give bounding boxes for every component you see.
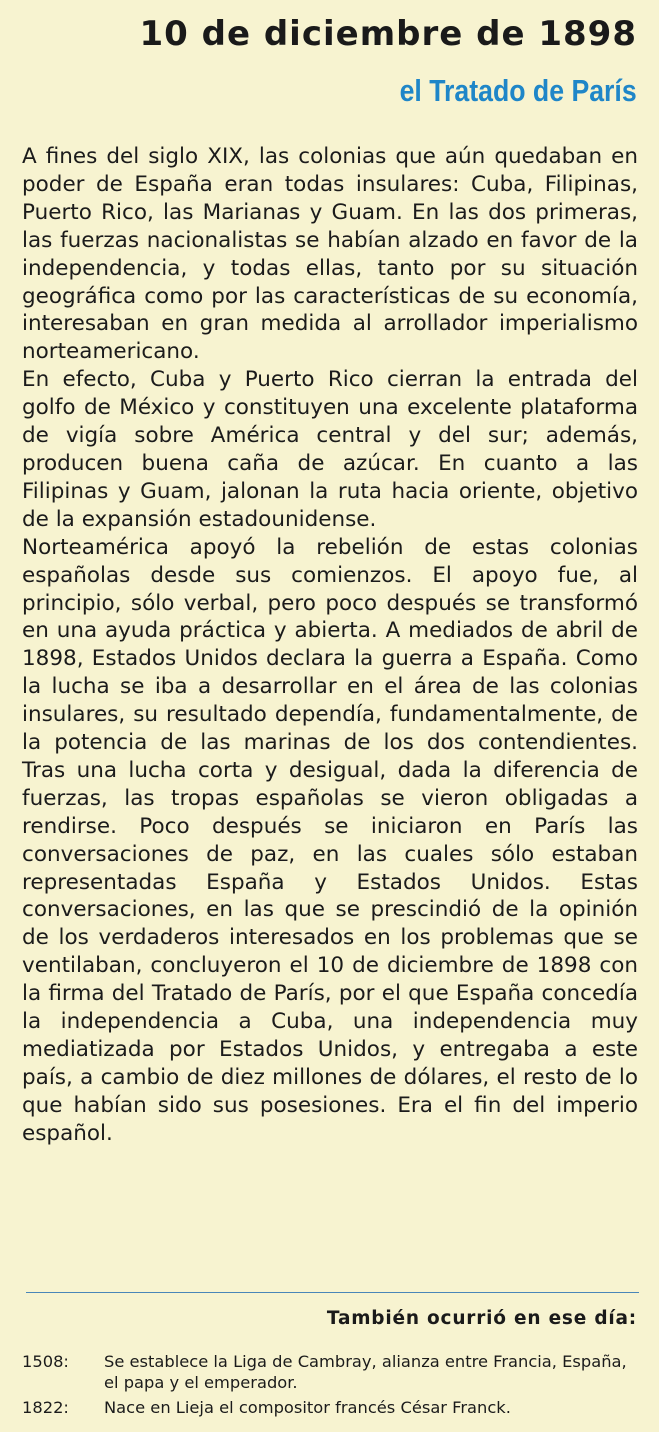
event-text: Nace en Lieja el compositor francés César Franck. — [104, 1398, 511, 1417]
page-subtitle: el Tratado de París — [399, 73, 637, 108]
page-title: 10 de diciembre de 1898 — [139, 14, 637, 54]
list-item — [22, 1398, 642, 1419]
article-paragraph: A fines del siglo XIX, las colonias que aún quedaban en poder de España eran todas insulares: Cuba, Filipinas, Puerto Rico, las Marianas y Guam. En las dos primeras, las fuerzas nacionalistas se habían alzado en favor de la independencia, y todas ellas, tanto por su situación geográfica como por las características de su economía, interesaban en gran medida al arrollador imperialismo norteamericano. — [22, 144, 638, 365]
article-paragraph: En efecto, Cuba y Puerto Rico cierran la entrada del golfo de México y constituyen una excelente plataforma de vigía sobre América central y del sur; además, producen buena caña de azúcar. En cuanto a las Filipinas y Guam, jalonan la ruta hacia oriente, objetivo de la expansión estadounidense. — [22, 367, 638, 532]
article-paragraph: Norteamérica apoyó la rebelión de estas colonias españolas desde sus comienzos. El apoyo fue, al principio, sólo verbal, pero poco después se transformó en una ayuda práctica y abierta. A mediados de abril de 1898, Estados Unidos declara la guerra a España. Como la lucha se iba a desarrollar en el área de las colonias insulares, su resultado dependía, fundamentalmente, de la potencia de las marinas de los dos contendientes. Tras una lucha corta y desigual, dada la diferencia de fuerzas, las tropas españolas se vieron obligadas a rendirse. Poco después se iniciaron en París las conversaciones de paz, en las cuales sólo estaban representadas España y Estados Unidos. Estas conversaciones, en las que se prescindió de la opinión de los verdaderos interesados en los problemas que se ventilaban, concluyeron el 10 de diciembre de 1898 con la firma del Tratado de París, por el que España concedía la independencia a Cuba, una independencia muy mediatizada por Estados Unidos, y entregaba a este país, a cambio de diez millones de dólares, el resto de lo que habían sido sus posesiones. Era el fin del imperio español. — [22, 534, 638, 1146]
event-year: 1508: — [22, 1352, 69, 1371]
event-year: 1822: — [22, 1398, 69, 1417]
section-divider — [26, 1292, 639, 1293]
list-item — [22, 1352, 642, 1393]
events-list — [22, 1352, 642, 1424]
also-happened-heading: También ocurrió en ese día: — [326, 1308, 637, 1329]
event-text: Se establece la Liga de Cambray, alianza entre Francia, España, el papa y el emperador. — [104, 1352, 627, 1392]
article-body — [22, 143, 638, 1148]
